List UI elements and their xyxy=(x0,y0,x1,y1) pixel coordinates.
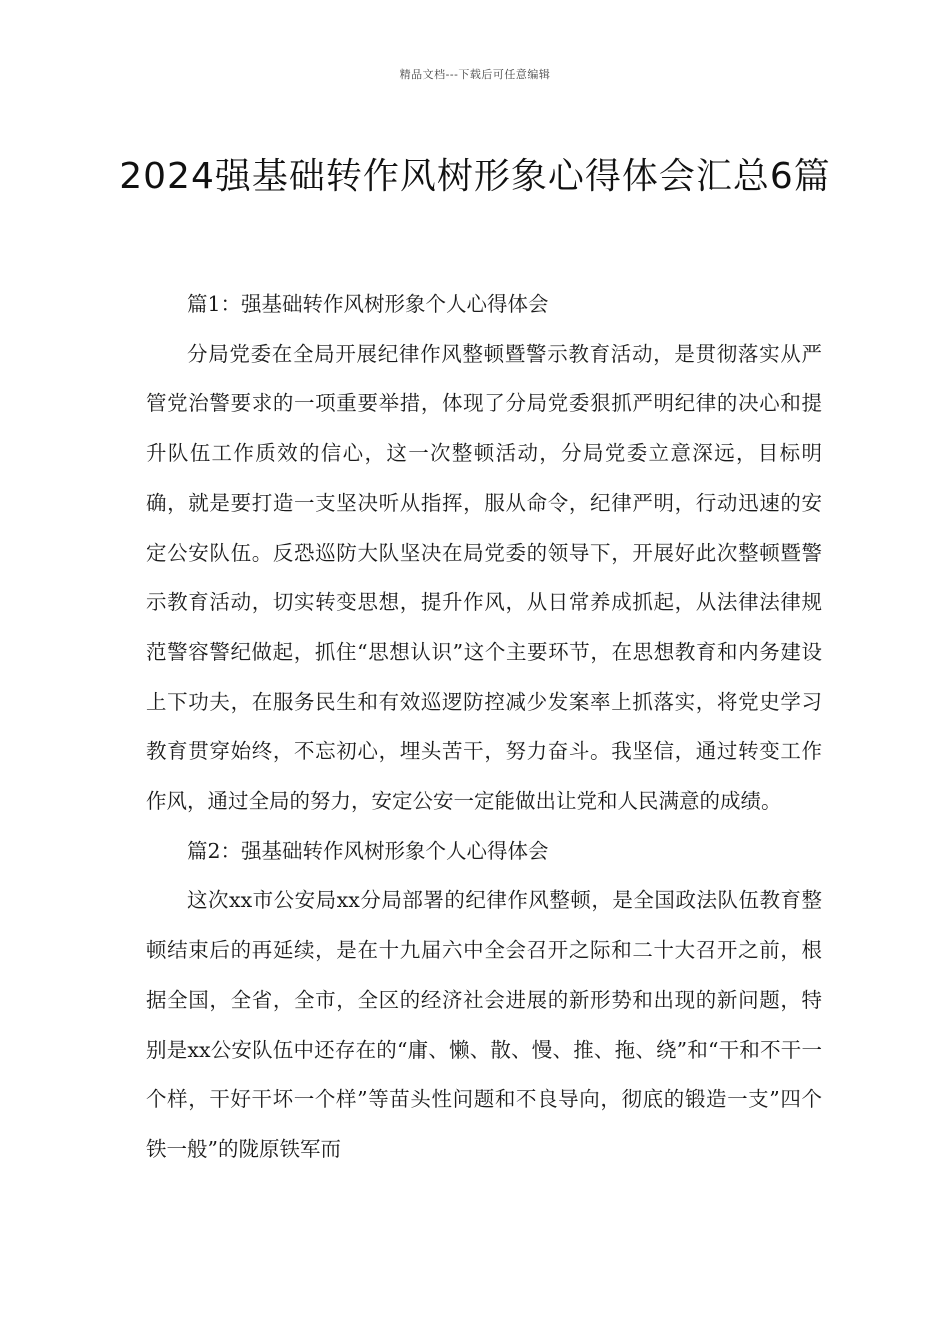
document-body xyxy=(146,280,822,1175)
section-heading: 篇1：强基础转作风树形象个人心得体会 xyxy=(187,292,549,316)
body-paragraph: 这次xx市公安局xx分局部署的纪律作风整顿，是全国政法队伍教育整顿结束后的再延续，是在十九届六中全会召开之际和二十大召开之前，根据全国，全省，全市，全区的经济社会进展的新形势和出现的新问题，特别是xx公安队伍中还存在的“庸、懒、散、慢、推、拖、绕”和“干和不干一个样，干好干坏一个样”等苗头性问题和不良导向，彻底的锻造一支”四个铁一般”的陇原铁军而 xyxy=(146,888,822,1161)
body-paragraph: 分局党委在全局开展纪律作风整顿暨警示教育活动，是贯彻落实从严管党治警要求的一项重要举措，体现了分局党委狠抓严明纪律的决心和提升队伍工作质效的信心，这一次整顿活动，分局党委立意深远，目标明确，就是要打造一支坚决听从指挥，服从命令，纪律严明，行动迅速的安定公安队伍。反恐巡防大队坚决在局党委的领导下，开展好此次整顿暨警示教育活动，切实转变思想，提升作风，从日常养成抓起，从法律法律规范警容警纪做起，抓住“思想认识”这个主要环节，在思想教育和内务建设上下功夫，在服务民生和有效巡逻防控减少发案率上抓落实，将党史学习教育贯穿始终，不忘初心，埋头苦干，努力奋斗。我坚信，通过转变工作作风，通过全局的努力，安定公安一定能做出让党和人民满意的成绩。 xyxy=(146,341,822,814)
section-heading: 篇2：强基础转作风树形象个人心得体会 xyxy=(187,838,549,863)
document-title: 2024强基础转作风树形象心得体会汇总6篇 xyxy=(119,156,831,198)
header-note: 精品文档---下载后可任意编辑 xyxy=(399,68,551,81)
